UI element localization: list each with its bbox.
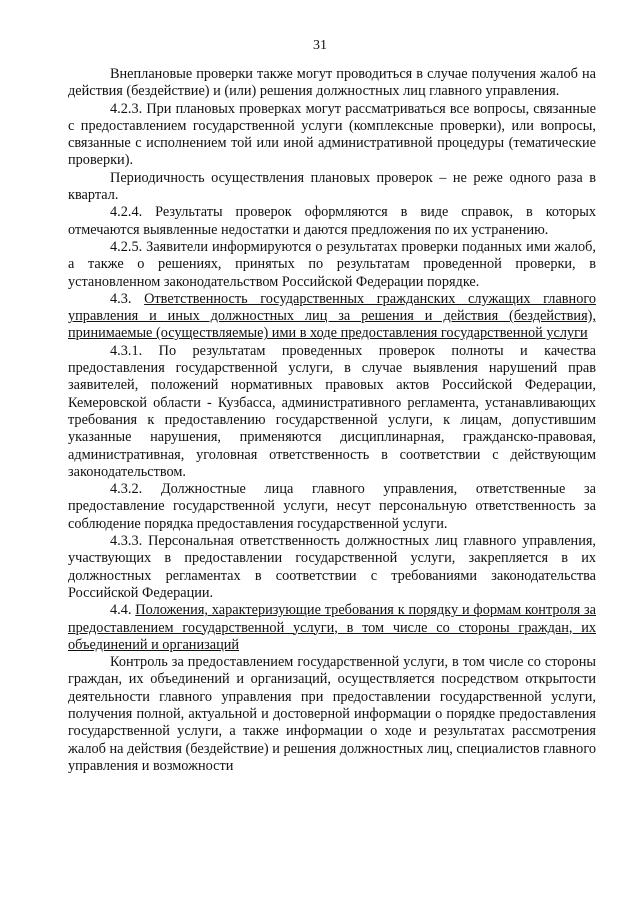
paragraph — [68, 101, 596, 170]
paragraph-text: Результаты проверок оформляются в виде справок, в которых отмечаются выявленные недостатки и даются предложения по их устранению. — [68, 204, 597, 238]
section-number: 4.3. — [110, 290, 132, 307]
paragraph-text: Персональная ответственность должностных лиц главного управления, участвующих в предоставлении государственной услуги, закрепляется в их должностных регламентах в соответствии с требованиями законодательства Российской Федерации. — [68, 533, 597, 601]
document-body — [68, 66, 596, 775]
section-number: 4.2.5. — [110, 238, 143, 255]
section-number: 4.4. — [110, 602, 132, 619]
section-number: 4.2.3. — [110, 100, 143, 117]
paragraph-text: При плановых проверках могут рассматриваться все вопросы, связанные с предоставлением государственной услуги (комплексные проверки), или вопросы, связанные с исполнением той или иной административной процедуры (тематические проверки). — [68, 100, 597, 169]
section-number: 4.3.1. — [110, 342, 143, 359]
paragraph-text: Внеплановые проверки также могут проводиться в случае получения жалоб на действия (бездействие) и (или) решения должностных лиц главного управления. — [68, 66, 596, 100]
paragraph-text: Периодичность осуществления плановых проверок – не реже одного раза в квартал. — [68, 169, 596, 204]
paragraph-text: Заявители информируются о результатах проверки поданных ими жалоб, а также о решениях, принятых по результатам проведенной проверки, в установленном законодательством Российской Федерации порядке. — [68, 238, 596, 290]
section-heading-text: Положения, характеризующие требования к порядку и формам контроля за предоставлением государственной услуги, в том числе со стороны граждан, их объединений и организаций — [68, 602, 597, 653]
section-number: 4.3.2. — [110, 481, 143, 498]
paragraph — [68, 239, 596, 291]
paragraph — [68, 481, 596, 533]
section-number: 4.2.4. — [110, 204, 143, 221]
paragraph — [68, 204, 596, 239]
paragraph — [68, 66, 596, 101]
page-number: 31 — [313, 38, 327, 53]
paragraph — [68, 602, 596, 654]
paragraph-text: Должностные лица главного управления, ответственные за предоставление государственной услуги, несут персональную ответственность за соблюдение порядка предоставления государственной услуги. — [68, 481, 597, 532]
paragraph-text: Контроль за предоставлением государственной услуги, в том числе со стороны граждан, их объединений и организаций, осуществляется посредством открытости деятельности главного управления при предоставлении государственной услуги, получения полной, актуальной и достоверной информации о порядке предоставления государственной услуги, а также информации о ходе и результатах рассмотрения жалоб на действия (бездействие) и решения должностных лиц, специалистов главного управления и возможности — [68, 654, 596, 774]
paragraph-text: По результатам проведенных проверок полноты и качества предоставления государственной услуги, в случае выявления нарушений прав заявителей, положений нормативных правовых актов Российской Федерации, Кемеровской области - Кузбасса, административного регламента, устанавливающих требования к предоставлению государственной услуги, к лицам, допустившим указанные нарушения, применяются дисциплинарная, гражданско-правовая, административная, уголовная ответственность в соответствии с действующим законодательством. — [68, 342, 597, 480]
paragraph — [68, 291, 596, 343]
section-heading-text: Ответственность государственных гражданских служащих главного управления и иных должностных лиц за решения и действия (бездействия), принимаемые (осуществляемые) ими в ходе предоставления государственной услуги — [68, 290, 596, 342]
paragraph — [68, 654, 596, 775]
paragraph — [68, 170, 596, 205]
section-number: 4.3.3. — [110, 533, 143, 550]
paragraph — [68, 533, 596, 602]
paragraph — [68, 343, 596, 481]
